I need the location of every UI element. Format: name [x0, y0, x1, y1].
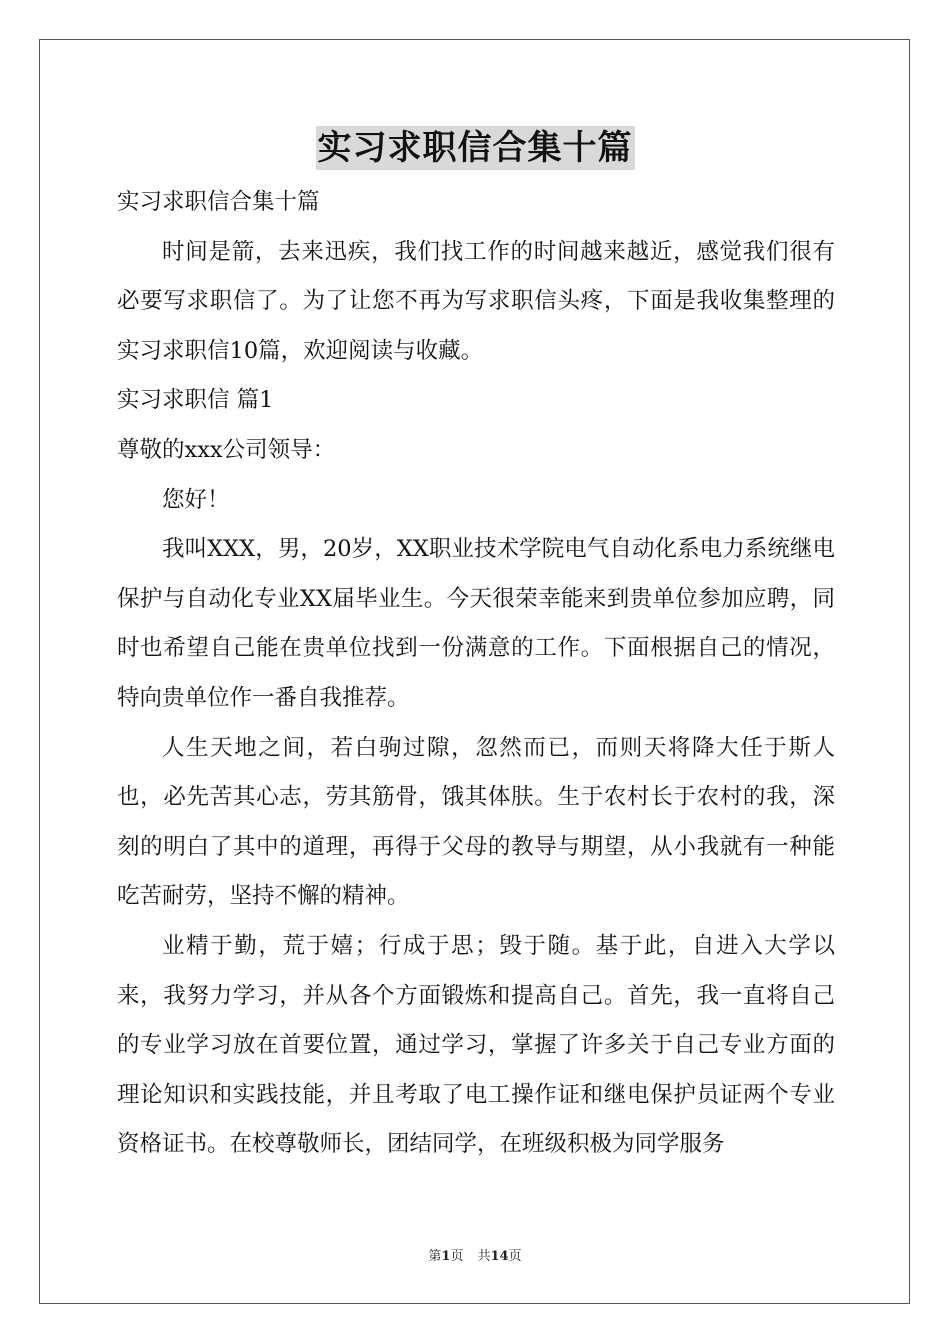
salutation: 尊敬的xxx公司领导：: [117, 436, 336, 463]
document-body: [117, 178, 835, 1170]
page-prefix: 第: [428, 1249, 442, 1264]
greeting: 您好！: [162, 486, 230, 513]
page-number: 1: [441, 1249, 451, 1264]
body-paragraph-study: 业精于勤，荒于嬉；行成于思；毁于随。基于此，自进入大学以来，我努力学习，并从各个方面锻炼和提高自己。首先，我一直将自己的专业学习放在首要位置，通过学习，掌握了许多关于自己专业方面的理论知识和实践技能，并且考取了电工操作证和继电保护员证两个专业资格证书。在校尊敬师长，团结同学，在班级积极为同学服务: [117, 932, 835, 1158]
page-footer: [0, 1248, 950, 1266]
document-title: 实习求职信合集十篇: [317, 128, 633, 168]
page-suffix: 页: [450, 1249, 464, 1264]
section-heading: 实习求职信 篇1: [117, 387, 274, 414]
total-prefix: 共: [477, 1249, 491, 1264]
body-paragraph-self-intro: 我叫XXX，男，20岁，XX职业技术学院电气自动化系电力系统继电保护与自动化专业XX届毕业生。今天很荣幸能来到贵单位参加应聘，同时也希望自己能在贵单位找到一份满意的工作。下面根据自己的情况，特向贵单位作一番自我推荐。: [117, 536, 835, 711]
total-suffix: 页: [508, 1249, 522, 1264]
document-subtitle: 实习求职信合集十篇: [117, 189, 320, 215]
body-paragraph-background: 人生天地之间，若白驹过隙，忽然而已，而则天将降大任于斯人也，必先苦其心志，劳其筋骨，饿其体肤。生于农村长于农村的我，深刻的明白了其中的道理，再得于父母的教导与期望，从小我就有一种能吃苦耐劳，坚持不懈的精神。: [117, 734, 835, 910]
intro-paragraph: 时间是箭，去来迅疾，我们找工作的时间越来越近，感觉我们很有必要写求职信了。为了让您不再为写求职信头疼，下面是我收集整理的实习求职信10篇，欢迎阅读与收藏。: [117, 238, 835, 364]
title-container: [0, 126, 950, 170]
total-pages: 14: [490, 1249, 509, 1264]
